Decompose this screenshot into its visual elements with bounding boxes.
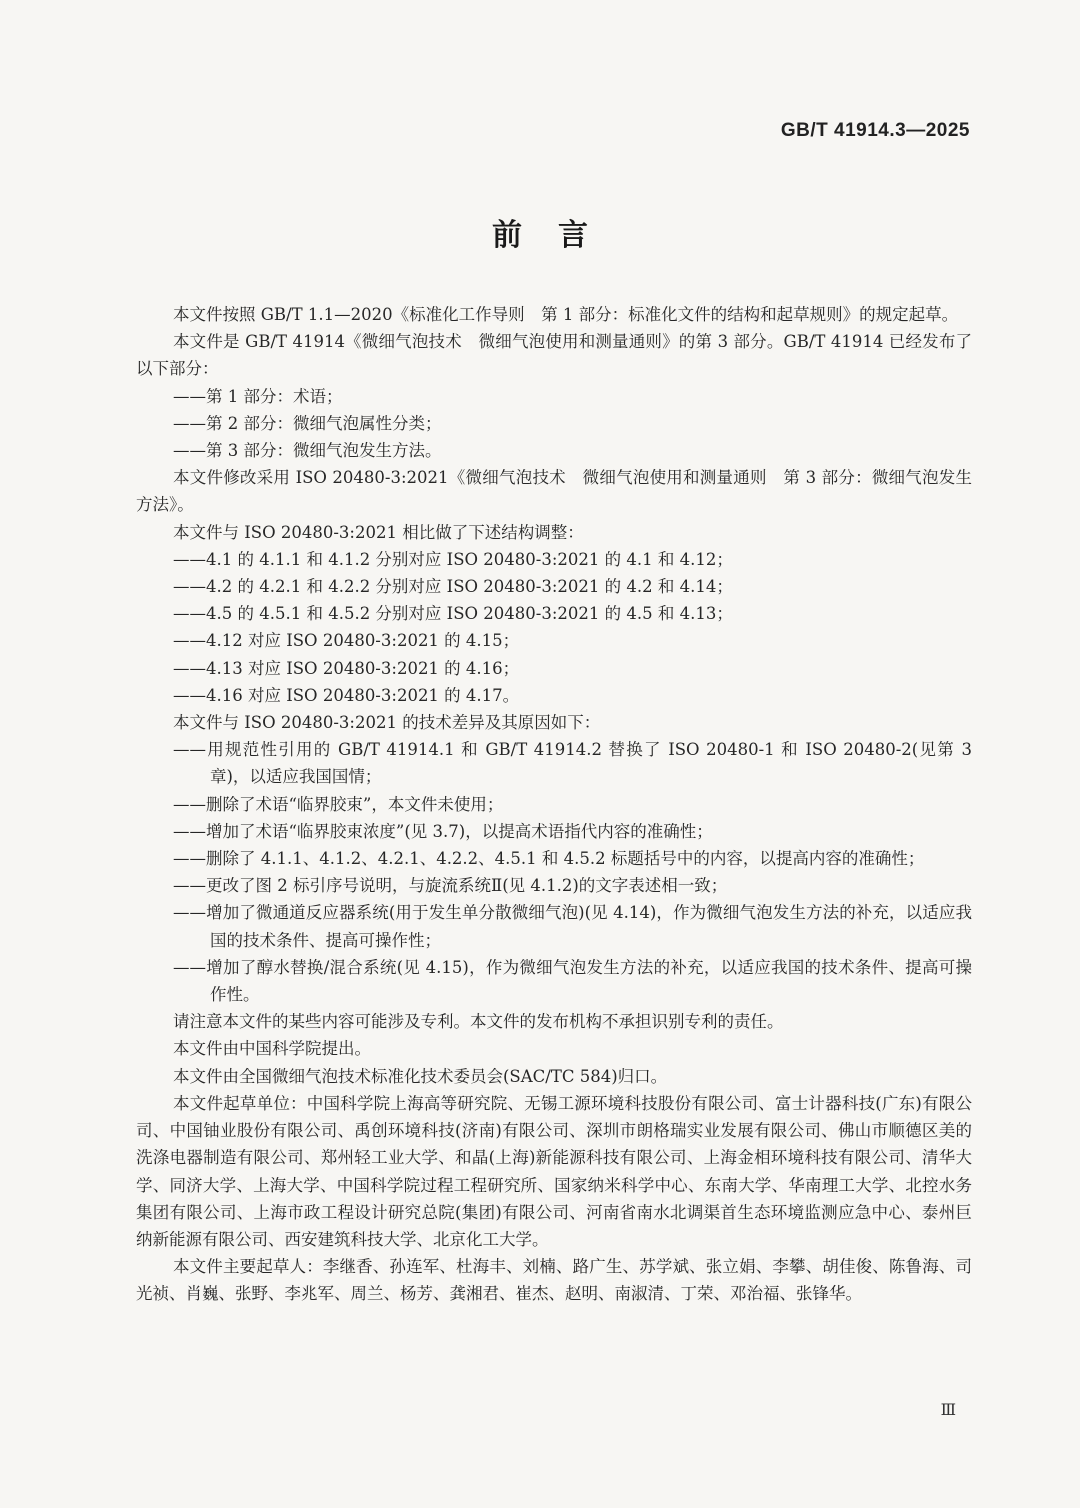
paragraph: 本文件与 ISO 20480-3:2021 相比做了下述结构调整： <box>173 522 584 542</box>
page-title: 前言 <box>492 218 624 253</box>
list-item: ——删除了术语“临界胶束”，本文件未使用； <box>173 794 504 814</box>
list-item: ——4.5 的 4.5.1 和 4.5.2 分别对应 ISO 20480-3:2021 的 4.5 和 4.13； <box>173 604 733 624</box>
paragraph: 本文件起草单位：中国科学院上海高等研究院、无锡工源环境科技股份有限公司、富士计器科技(广东)有限公司、中国铀业股份有限公司、禹创环境科技(济南)有限公司、深圳市朗格瑞实业发展有限公司、佛山市顺德区美的洗涤电器制造有限公司、郑州轻工业大学、和晶(上海)新能源科技有限公司、上海金相环境科技有限公司、清华大学、同济大学、上海大学、中国科学院过程工程研究所、国家纳米科学中心、东南大学、华南理工大学、北控水务集团有限公司、上海市政工程设计研究总院(集团)有限公司、河南省南水北调渠首生态环境监测应急中心、泰州巨纳新能源有限公司、西安建筑科技大学、北京化工大学。 <box>136 1093 972 1249</box>
list-item: ——4.1 的 4.1.1 和 4.1.2 分别对应 ISO 20480-3:2021 的 4.1 和 4.12； <box>173 549 733 569</box>
paragraph: 本文件按照 GB/T 1.1—2020《标准化工作导则 第 1 部分：标准化文件的结构和起草规则》的规定起草。 <box>173 305 959 324</box>
list-item: ——删除了 4.1.1、4.1.2、4.2.1、4.2.2、4.5.1 和 4.5.2 标题括号中的内容，以提高内容的准确性； <box>173 849 925 869</box>
paragraph: 请注意本文件的某些内容可能涉及专利。本文件的发布机构不承担识别专利的责任。 <box>173 1012 784 1032</box>
list-item: ——4.13 对应 ISO 20480-3:2021 的 4.16； <box>173 658 520 678</box>
list-item: ——第 2 部分：微细气泡属性分类； <box>173 413 442 433</box>
list-item: ——4.16 对应 ISO 20480-3:2021 的 4.17。 <box>173 685 520 705</box>
list-item: ——增加了术语“临界胶束浓度”(见 3.7)，以提高术语指代内容的准确性； <box>173 821 713 841</box>
paragraph: 本文件由全国微细气泡技术标准化技术委员会(SAC/TC 584)归口。 <box>173 1066 668 1086</box>
paragraph: 本文件与 ISO 20480-3:2021 的技术差异及其原因如下： <box>173 713 601 733</box>
page-number: Ⅲ <box>940 1400 956 1419</box>
list-item: ——增加了醇水替换/混合系统(见 4.15)，作为微细气泡发生方法的补充，以适应我国的技术条件、提高可操作性。 <box>173 957 972 1005</box>
list-item: ——第 3 部分：微细气泡发生方法。 <box>173 441 442 461</box>
list-item: ——第 1 部分：术语； <box>173 386 343 406</box>
list-item: ——更改了图 2 标引序号说明，与旋流系统Ⅱ(见 4.1.2)的文字表述相一致； <box>173 876 728 896</box>
list-item: ——4.2 的 4.2.1 和 4.2.2 分别对应 ISO 20480-3:2021 的 4.2 和 4.14； <box>173 577 733 597</box>
body-text <box>136 301 972 1308</box>
list-item: ——4.12 对应 ISO 20480-3:2021 的 4.15； <box>173 631 520 651</box>
list-item: ——增加了微通道反应器系统(用于发生单分散微细气泡)(见 4.14)，作为微细气泡发生方法的补充，以适应我国的技术条件、提高可操作性； <box>173 903 972 950</box>
paragraph: 本文件由中国科学院提出。 <box>173 1039 371 1059</box>
standard-number: GB/T 41914.3—2025 <box>780 120 970 141</box>
paragraph: 本文件是 GB/T 41914《微细气泡技术 微细气泡使用和测量通则》的第 3 部分。GB/T 41914 已经发布了以下部分： <box>136 332 972 379</box>
paragraph: 本文件修改采用 ISO 20480-3:2021《微细气泡技术 微细气泡使用和测量通则 第 3 部分：微细气泡发生方法》。 <box>136 468 972 515</box>
paragraph: 本文件主要起草人：李继香、孙连军、杜海丰、刘楠、路广生、苏学斌、张立娟、李攀、胡佳俊、陈鲁海、司光祯、肖巍、张野、李兆军、周兰、杨芳、龚湘君、崔杰、赵明、南淑清、丁荣、邓治福、张锋华。 <box>136 1257 972 1304</box>
list-item: ——用规范性引用的 GB/T 41914.1 和 GB/T 41914.2 替换了 ISO 20480-1 和 ISO 20480-2(见第 3 章)，以适应我国国情； <box>173 740 972 787</box>
